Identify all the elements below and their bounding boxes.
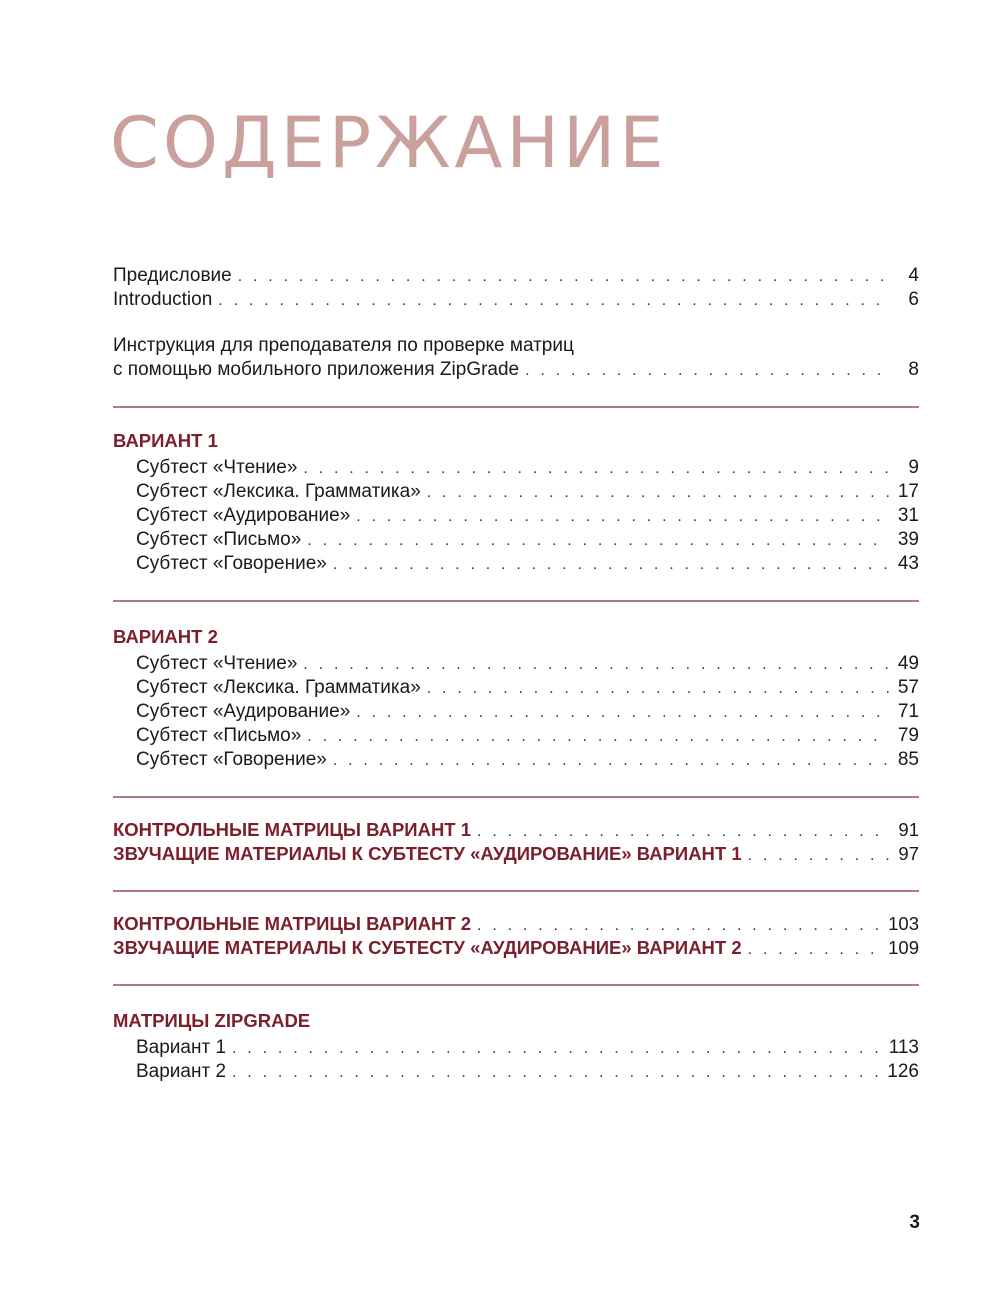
leader-dots <box>427 677 889 701</box>
toc-entry-v1-reading[interactable] <box>113 456 919 480</box>
toc-entry-label: с помощью мобильного приложения ZipGrade <box>113 359 520 380</box>
page-title: СОДЕРЖАНИЕ <box>110 102 668 184</box>
toc-entry-page: 57 <box>897 677 919 698</box>
toc-entry-label: ЗВУЧАЩИЕ МАТЕРИАЛЫ К СУБТЕСТУ «АУДИРОВАНИЕ» ВАРИАНТ 1 <box>113 843 742 864</box>
toc-entry-label: Вариант 1 <box>136 1037 227 1058</box>
toc-entry-label: Субтест «Чтение» <box>136 457 298 478</box>
toc-entry-label: Субтест «Лексика. Грамматика» <box>136 677 421 698</box>
toc-entry-page: 109 <box>888 937 919 958</box>
leader-dots <box>303 653 889 677</box>
toc-entry-audio-materials-v2[interactable] <box>113 936 919 960</box>
leader-dots <box>238 265 889 289</box>
toc-entry-label: Субтест «Чтение» <box>136 653 298 674</box>
section-title-variant-2: ВАРИАНТ 2 <box>113 626 218 647</box>
section-title-variant-1: ВАРИАНТ 1 <box>113 430 218 451</box>
toc-entry-page: 113 <box>888 1037 919 1058</box>
toc-entry-label: Вариант 2 <box>136 1061 227 1082</box>
toc-entry-zipgrade-v2[interactable] <box>113 1060 919 1084</box>
toc-entry-page: 126 <box>887 1061 919 1082</box>
toc-entry-page: 43 <box>897 553 919 574</box>
section-title-zipgrade: МАТРИЦЫ ZIPGRADE <box>113 1010 311 1031</box>
toc-entry-v1-lexis-grammar[interactable] <box>113 480 919 504</box>
toc-entry-label: Introduction <box>113 289 213 310</box>
toc-entry-instruction[interactable] <box>113 358 919 382</box>
toc-entry-label: Субтест «Лексика. Грамматика» <box>136 481 421 502</box>
toc-entry-v2-reading[interactable] <box>113 652 919 676</box>
toc-entry-preface[interactable] <box>113 264 919 288</box>
leader-dots <box>333 749 889 773</box>
toc-entry-v1-speaking[interactable] <box>113 552 919 576</box>
leader-dots <box>333 553 889 577</box>
toc-entry-page: 6 <box>908 289 919 310</box>
toc-entry-page: 49 <box>897 653 919 674</box>
leader-dots <box>307 529 889 553</box>
leader-dots <box>525 359 889 383</box>
leader-dots <box>218 289 889 313</box>
toc-entry-label: КОНТРОЛЬНЫЕ МАТРИЦЫ ВАРИАНТ 1 <box>113 819 472 840</box>
toc-entry-page: 8 <box>908 359 919 380</box>
leader-dots <box>748 844 889 868</box>
toc-entry-page: 31 <box>897 505 919 526</box>
table-of-contents <box>113 264 919 1084</box>
toc-entry-label: Субтест «Аудирование» <box>136 701 351 722</box>
leader-dots <box>356 505 889 529</box>
toc-entry-label: ЗВУЧАЩИЕ МАТЕРИАЛЫ К СУБТЕСТУ «АУДИРОВАНИЕ» ВАРИАНТ 2 <box>113 937 742 958</box>
toc-entry-v1-writing[interactable] <box>113 528 919 552</box>
toc-entry-page: 17 <box>897 481 919 502</box>
toc-entry-v2-lexis-grammar[interactable] <box>113 676 919 700</box>
toc-entry-label: Субтест «Письмо» <box>136 529 302 550</box>
toc-entry-v1-listening[interactable] <box>113 504 919 528</box>
toc-entry-page: 79 <box>897 725 919 746</box>
toc-entry-label: Субтест «Письмо» <box>136 725 302 746</box>
toc-entry-instruction-line1: Инструкция для преподавателя по проверке матриц <box>113 335 574 356</box>
toc-entry-page: 91 <box>898 819 919 840</box>
toc-entry-page: 4 <box>908 265 919 286</box>
toc-entry-label: Субтест «Говорение» <box>136 749 327 770</box>
leader-dots <box>303 457 889 481</box>
toc-entry-label: Субтест «Говорение» <box>136 553 327 574</box>
toc-entry-page: 97 <box>898 843 919 864</box>
toc-entry-page: 9 <box>908 457 919 478</box>
leader-dots <box>356 701 889 725</box>
toc-entry-control-matrices-v2[interactable] <box>113 912 919 936</box>
leader-dots <box>748 938 880 962</box>
toc-entry-label: Предисловие <box>113 265 232 286</box>
toc-entry-label: КОНТРОЛЬНЫЕ МАТРИЦЫ ВАРИАНТ 2 <box>113 913 472 934</box>
toc-entry-page: 103 <box>888 913 919 934</box>
toc-entry-page: 39 <box>897 529 919 550</box>
toc-entry-v2-listening[interactable] <box>113 700 919 724</box>
toc-entry-zipgrade-v1[interactable] <box>113 1036 919 1060</box>
leader-dots <box>232 1037 881 1061</box>
leader-dots <box>477 820 889 844</box>
toc-entry-audio-materials-v1[interactable] <box>113 842 919 866</box>
leader-dots <box>477 914 880 938</box>
toc-entry-label: Субтест «Аудирование» <box>136 505 351 526</box>
leader-dots <box>427 481 889 505</box>
leader-dots <box>232 1061 879 1085</box>
toc-entry-control-matrices-v1[interactable] <box>113 818 919 842</box>
toc-entry-v2-writing[interactable] <box>113 724 919 748</box>
toc-entry-introduction[interactable] <box>113 288 919 312</box>
leader-dots <box>307 725 889 749</box>
toc-entry-page: 85 <box>897 749 919 770</box>
toc-entry-page: 71 <box>897 701 919 722</box>
toc-entry-v2-speaking[interactable] <box>113 748 919 772</box>
page-number: 3 <box>909 1212 920 1233</box>
